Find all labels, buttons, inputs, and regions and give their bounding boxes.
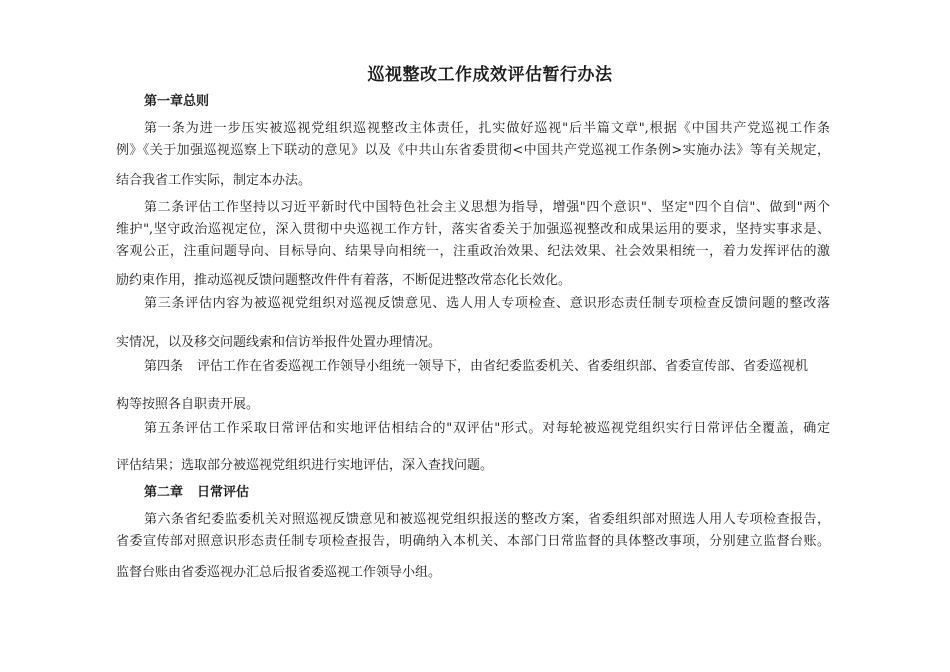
article-6-line-3: 监督台账由省委巡视办汇总后报省委巡视工作领导小组。 — [116, 565, 442, 580]
article-4-line-2: 构等按照各自职责开展。 — [116, 397, 260, 412]
chapter-2-heading — [144, 485, 249, 501]
article-2-line-1: 第二条评估工作坚持以习近平新时代中国特色社会主义思想为指导，增强"四个意识"、坚定"四个自信"、做到"两个 — [144, 200, 830, 215]
article-3-line-2: 实情况，以及移交问题线索和信访举报件处置办理情况。 — [116, 335, 442, 350]
article-5-line-2: 评估结果；选取部分被巡视党组织进行实地评估，深入查找问题。 — [116, 458, 494, 473]
chapter-2-number: 第二章 — [144, 485, 184, 500]
article-2-line-4: 励约束作用，推动巡视反馈问题整改件件有着落，不断促进整改常态化长效化。 — [116, 273, 572, 288]
article-1-line-2: 例》《关于加强巡视巡察上下联动的意见》以及《中共山东省委贯彻<中国共产党巡视工作条例>实施办法》等有关规定， — [116, 143, 830, 158]
document-title: 巡视整改工作成效评估暂行办法 — [367, 65, 613, 85]
article-4-label: 第四条 — [144, 359, 184, 374]
article-4-line-1 — [144, 359, 830, 375]
article-1-line-3: 结合我省工作实际，制定本办法。 — [116, 173, 312, 188]
article-6-line-1: 第六条省纪委监委机关对照巡视反馈意见和被巡视党组织报送的整改方案，省委组织部对照选人用人专项检查报告， — [144, 512, 830, 527]
article-2-line-2: 维护",坚守政治巡视定位，深入贯彻中央巡视工作方针，落实省委关于加强巡视整改和成果运用的要求，坚持实事求是、 — [116, 222, 830, 237]
article-4-text: 评估工作在省委巡视工作领导小组统一领导下，由省纪委监委机关、省委组织部、省委宣传部、省委巡视机 — [197, 359, 809, 374]
article-1-line-1: 第一条为进一步压实被巡视党组织巡视整改主体责任，扎实做好巡视"后半篇文章",根据《中国共产党巡视工作条 — [144, 121, 830, 136]
article-2-line-3: 客观公正，注重问题导向、目标导向、结果导向相统一，注重政治效果、纪法效果、社会效果相统一，着力发挥评估的激 — [116, 244, 830, 259]
article-3-line-1: 第三条评估内容为被巡视党组织对巡视反馈意见、选人用人专项检查、意识形态责任制专项检查反馈问题的整改落 — [144, 296, 830, 311]
article-6-line-2: 省委宣传部对照意识形态责任制专项检查报告，明确纳入本机关、本部门日常监督的具体整改事项，分别建立监督台账。 — [116, 534, 830, 549]
chapter-2-name: 日常评估 — [197, 485, 250, 500]
chapter-1-heading: 第一章总则 — [144, 94, 210, 109]
article-5-line-1: 第五条评估工作采取日常评估和实地评估相结合的"双评估"形式。对每轮被巡视党组织实行日常评估全覆盖，确定 — [144, 421, 830, 436]
